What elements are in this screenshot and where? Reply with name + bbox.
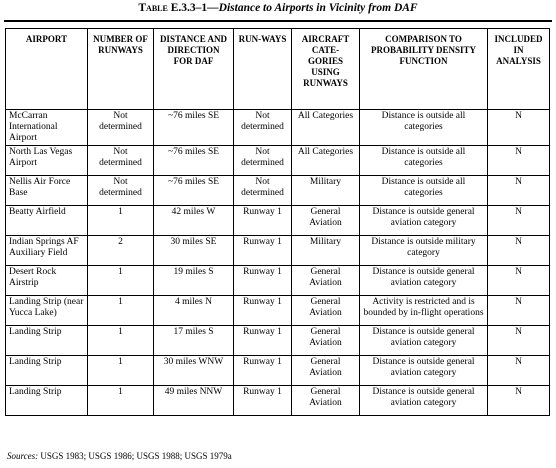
table-row [6, 386, 550, 416]
cell-included: N [488, 266, 550, 296]
header-distance-direction: DISTANCE AND DIRECTION FOR DAF [154, 29, 234, 110]
cell-included: N [488, 356, 550, 386]
cell-distance-direction: 30 miles WNW [154, 356, 234, 386]
cell-aircraft-categories: All Categories [292, 146, 360, 176]
table-row [6, 206, 550, 236]
cell-runways: Runway 1 [234, 386, 292, 416]
cell-runways: Runway 1 [234, 206, 292, 236]
table-body [6, 110, 550, 416]
cell-airport: Desert Rock Airstrip [6, 266, 88, 296]
cell-number-of-runways: 1 [88, 386, 154, 416]
cell-distance-direction: 17 miles S [154, 326, 234, 356]
cell-comparison: Distance is outside general aviation category [360, 266, 488, 296]
cell-comparison: Distance is outside general aviation category [360, 386, 488, 416]
cell-number-of-runways: 2 [88, 236, 154, 266]
cell-included: N [488, 236, 550, 266]
table-title-text: —Distance to Airports in Vicinity from DAF [207, 2, 418, 14]
cell-runways: Runway 1 [234, 356, 292, 386]
table-row [6, 176, 550, 206]
cell-number-of-runways: 1 [88, 326, 154, 356]
cell-included: N [488, 326, 550, 356]
table-row [6, 236, 550, 266]
cell-comparison: Distance is outside all categories [360, 176, 488, 206]
cell-airport: North Las Vegas Airport [6, 146, 88, 176]
cell-airport: Nellis Air Force Base [6, 176, 88, 206]
cell-aircraft-categories: General Aviation [292, 356, 360, 386]
cell-aircraft-categories: Military [292, 236, 360, 266]
cell-comparison: Distance is outside military category [360, 236, 488, 266]
cell-runways: Runway 1 [234, 326, 292, 356]
cell-comparison: Activity is restricted and is bounded by in-flight operations [360, 296, 488, 326]
header-number-of-runways: NUMBER OF RUNWAYS [88, 29, 154, 110]
header-row [6, 29, 550, 110]
cell-aircraft-categories: All Categories [292, 110, 360, 146]
cell-aircraft-categories: General Aviation [292, 296, 360, 326]
cell-included: N [488, 206, 550, 236]
table-row [6, 266, 550, 296]
cell-distance-direction: 19 miles S [154, 266, 234, 296]
cell-runways: Runway 1 [234, 296, 292, 326]
cell-comparison: Distance is outside general aviation category [360, 206, 488, 236]
cell-included: N [488, 176, 550, 206]
cell-number-of-runways: Not determined [88, 110, 154, 146]
cell-number-of-runways: 1 [88, 296, 154, 326]
cell-number-of-runways: Not determined [88, 146, 154, 176]
cell-distance-direction: 4 miles N [154, 296, 234, 326]
sources-text: USGS 1983; USGS 1986; USGS 1988; USGS 1979a [40, 451, 232, 461]
cell-distance-direction: ~76 miles SE [154, 176, 234, 206]
cell-number-of-runways: 1 [88, 356, 154, 386]
header-runways: RUN-WAYS [234, 29, 292, 110]
title-rule [4, 20, 552, 22]
table-row [6, 110, 550, 146]
table-row [6, 326, 550, 356]
table-row [6, 356, 550, 386]
cell-airport: Landing Strip [6, 386, 88, 416]
cell-airport: Landing Strip [6, 356, 88, 386]
cell-aircraft-categories: General Aviation [292, 326, 360, 356]
sources-label: Sources: [7, 451, 39, 461]
cell-aircraft-categories: General Aviation [292, 386, 360, 416]
cell-runways: Not determined [234, 146, 292, 176]
cell-comparison: Distance is outside general aviation category [360, 356, 488, 386]
cell-airport: Landing Strip [6, 326, 88, 356]
table-row [6, 146, 550, 176]
cell-distance-direction: 42 miles W [154, 206, 234, 236]
cell-aircraft-categories: General Aviation [292, 206, 360, 236]
cell-airport: McCarran International Airport [6, 110, 88, 146]
cell-distance-direction: 30 miles SE [154, 236, 234, 266]
cell-runways: Runway 1 [234, 266, 292, 296]
cell-airport: Beatty Airfield [6, 206, 88, 236]
cell-number-of-runways: 1 [88, 206, 154, 236]
header-airport: AIRPORT [6, 29, 88, 110]
cell-comparison: Distance is outside all categories [360, 146, 488, 176]
table-title [0, 1, 556, 15]
cell-number-of-runways: Not determined [88, 176, 154, 206]
cell-number-of-runways: 1 [88, 266, 154, 296]
cell-distance-direction: ~76 miles SE [154, 110, 234, 146]
cell-included: N [488, 146, 550, 176]
airport-distance-table [5, 28, 550, 416]
cell-included: N [488, 296, 550, 326]
cell-runways: Runway 1 [234, 236, 292, 266]
sources-note [7, 451, 232, 462]
header-included: INCLUDED IN ANALYSIS [488, 29, 550, 110]
cell-runways: Not determined [234, 110, 292, 146]
cell-airport: Landing Strip (near Yucca Lake) [6, 296, 88, 326]
cell-airport: Indian Springs AF Auxiliary Field [6, 236, 88, 266]
cell-runways: Not determined [234, 176, 292, 206]
cell-included: N [488, 110, 550, 146]
cell-distance-direction: 49 miles NNW [154, 386, 234, 416]
cell-aircraft-categories: General Aviation [292, 266, 360, 296]
cell-aircraft-categories: Military [292, 176, 360, 206]
cell-included: N [488, 386, 550, 416]
cell-distance-direction: ~76 miles SE [154, 146, 234, 176]
header-comparison: COMPARISON TO PROBABILITY DENSITY FUNCTION [360, 29, 488, 110]
header-aircraft-categories: AIRCRAFT CATE-GORIES USING RUNWAYS [292, 29, 360, 110]
table-row [6, 296, 550, 326]
cell-comparison: Distance is outside all categories [360, 110, 488, 146]
cell-comparison: Distance is outside general aviation category [360, 326, 488, 356]
table-number: Table E.3.3–1 [138, 2, 208, 14]
